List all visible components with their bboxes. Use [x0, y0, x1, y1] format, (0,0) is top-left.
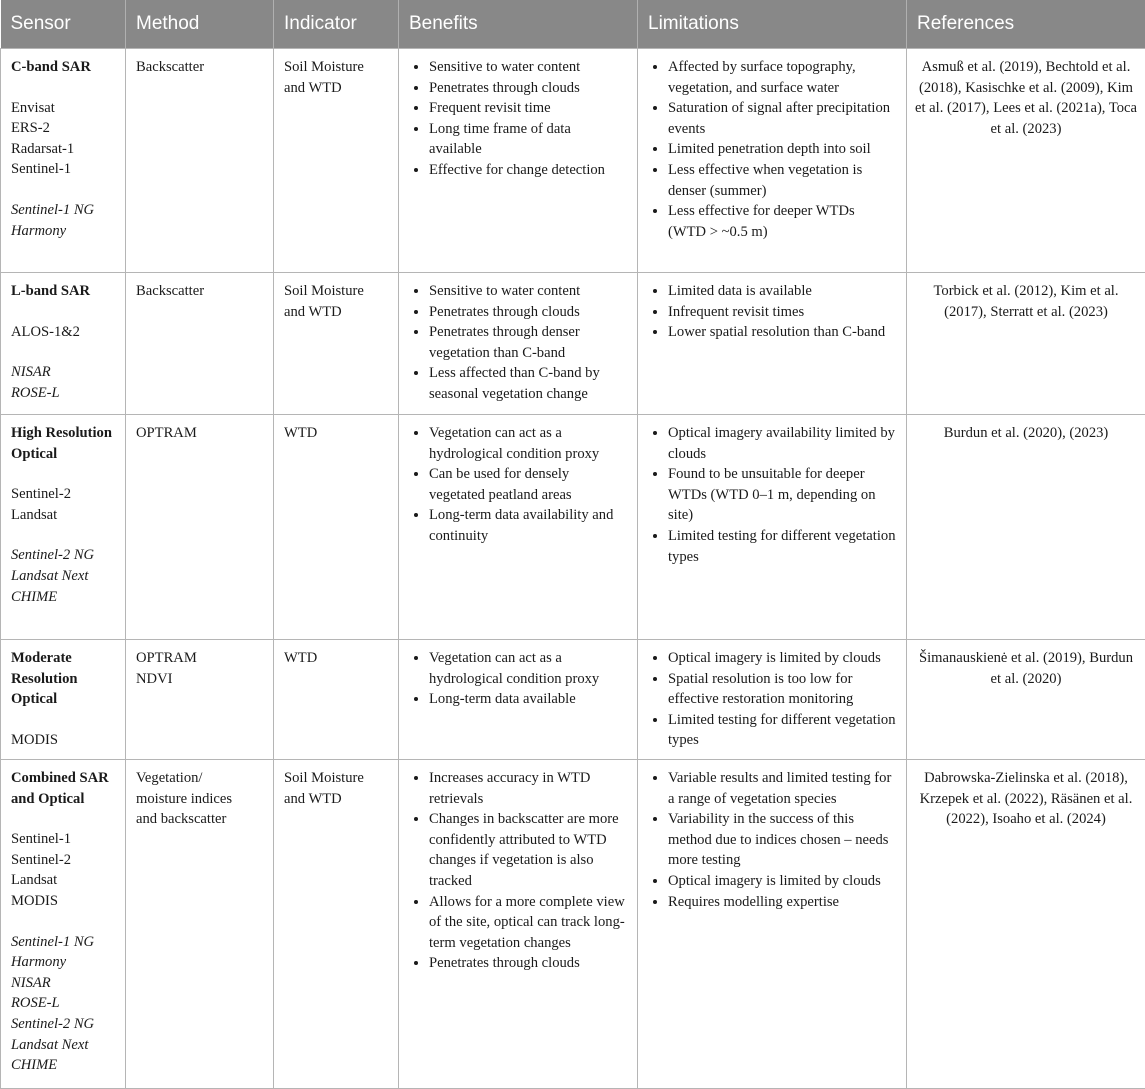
method-cell — [126, 760, 274, 1089]
method-text: NDVI — [136, 670, 173, 687]
benefit-item: • Long-term data available — [429, 689, 627, 710]
future-satellite-list — [11, 362, 115, 403]
satellite-list — [11, 730, 115, 751]
sensor-name: Combined SAR and Optical — [11, 770, 109, 807]
table-row — [1, 49, 1145, 273]
references-cell: Burdun et al. (2020), (2023) — [907, 415, 1145, 640]
benefit-item: • Less affected than C-band by seasonal vegetation change — [429, 363, 627, 404]
header-row — [1, 0, 1145, 49]
header-sensor: Sensor — [1, 0, 126, 49]
limitations-list — [648, 281, 896, 343]
header-method: Method — [126, 0, 274, 49]
header-benefits: Benefits — [399, 0, 638, 49]
benefit-item: • Penetrates through clouds — [429, 953, 627, 974]
limitation-item: • Limited testing for different vegetation types — [668, 526, 896, 567]
satellite-name: Radarsat-1 — [11, 140, 75, 157]
header-indicator: Indicator — [274, 0, 399, 49]
future-satellite-name: CHIME — [11, 588, 58, 605]
method-cell — [126, 415, 274, 640]
limitation-item: • Optical imagery availability limited by clouds — [668, 423, 896, 464]
limitations-list — [648, 768, 896, 912]
indicator-cell — [274, 760, 399, 1089]
satellite-list — [11, 322, 115, 343]
sensor-cell — [1, 49, 126, 273]
limitation-item: • Requires modelling expertise — [668, 892, 896, 913]
header-references: References — [907, 0, 1145, 49]
header-limitations: Limitations — [638, 0, 907, 49]
indicator-text: and WTD — [284, 79, 342, 96]
satellite-name: ALOS-1&2 — [11, 323, 80, 340]
future-satellite-name: Sentinel-2 NG — [11, 1015, 95, 1032]
future-satellite-list — [11, 200, 115, 241]
benefit-item: • Effective for change detection — [429, 160, 627, 181]
method-text: Vegetation/ — [136, 770, 203, 786]
future-satellite-name: Sentinel-1 NG — [11, 201, 95, 218]
sensor-cell — [1, 640, 126, 760]
indicator-text: WTD — [284, 425, 318, 441]
satellite-name: MODIS — [11, 731, 59, 748]
indicator-text: Soil Moisture — [284, 770, 364, 786]
indicator-cell — [274, 415, 399, 640]
table-row — [1, 760, 1145, 1089]
benefits-cell — [399, 273, 638, 415]
limitation-item: • Found to be unsuitable for deeper WTDs (WTD 0–1 m, depending on site) — [668, 464, 896, 526]
indicator-text: and WTD — [284, 790, 342, 807]
references-cell: Dabrowska-Zielinska et al. (2018), Krzepek et al. (2022), Räsänen et al. (2022), Isoaho et al. (2024) — [907, 760, 1145, 1089]
limitation-item: • Variability in the success of this method due to indices chosen – needs more testing — [668, 809, 896, 871]
indicator-text: Soil Moisture — [284, 59, 364, 75]
benefit-item: • Long time frame of data available — [429, 119, 627, 160]
benefit-item: • Sensitive to water content — [429, 57, 627, 78]
benefit-item: • Penetrates through clouds — [429, 78, 627, 99]
table-row — [1, 273, 1145, 415]
sensor-name: High Resolution Optical — [11, 425, 112, 462]
limitations-cell — [638, 760, 907, 1089]
limitation-item: • Limited penetration depth into soil — [668, 139, 896, 160]
limitation-item: • Limited data is available — [668, 281, 896, 302]
benefits-cell — [399, 760, 638, 1089]
sensor-cell — [1, 273, 126, 415]
limitation-item: • Variable results and limited testing for a range of vegetation species — [668, 768, 896, 809]
sensor-cell — [1, 415, 126, 640]
benefit-item: • Penetrates through clouds — [429, 302, 627, 323]
future-satellite-list — [11, 932, 115, 1076]
satellite-list — [11, 829, 115, 911]
limitation-item: • Spatial resolution is too low for effective restoration monitoring — [668, 669, 896, 710]
future-satellite-name: NISAR — [11, 364, 51, 381]
limitation-item: • Saturation of signal after precipitation events — [668, 98, 896, 139]
benefits-cell — [399, 49, 638, 273]
satellite-list — [11, 98, 115, 180]
limitation-item: • Optical imagery is limited by clouds — [668, 648, 896, 669]
satellite-name: ERS-2 — [11, 120, 50, 137]
future-satellite-name: CHIME — [11, 1057, 58, 1074]
method-cell — [126, 49, 274, 273]
satellite-name: MODIS — [11, 892, 59, 909]
indicator-cell — [274, 273, 399, 415]
limitation-item: • Limited testing for different vegetation types — [668, 710, 896, 751]
method-text: Backscatter — [136, 283, 205, 299]
satellite-name: Landsat — [11, 872, 58, 889]
method-cell — [126, 640, 274, 760]
limitations-cell — [638, 640, 907, 760]
future-satellite-name: NISAR — [11, 974, 51, 991]
indicator-cell — [274, 640, 399, 760]
satellite-name: Sentinel-2 — [11, 851, 71, 868]
benefit-item: • Changes in backscatter are more confidently attributed to WTD changes if vegetation is also tracked — [429, 809, 627, 891]
benefit-item: • Vegetation can act as a hydrological condition proxy — [429, 423, 627, 464]
method-cell — [126, 273, 274, 415]
benefit-item: • Long-term data availability and continuity — [429, 505, 627, 546]
future-satellite-name: ROSE-L — [11, 384, 60, 401]
method-text: OPTRAM — [136, 425, 197, 441]
sensor-name: C-band SAR — [11, 59, 91, 75]
indicator-text: Soil Moisture — [284, 283, 364, 299]
sensor-name: Moderate Resolution Optical — [11, 650, 78, 708]
references-cell: Torbick et al. (2012), Kim et al. (2017), Sterratt et al. (2023) — [907, 273, 1145, 415]
limitation-item: • Optical imagery is limited by clouds — [668, 871, 896, 892]
limitations-cell — [638, 415, 907, 640]
benefit-item: • Increases accuracy in WTD retrievals — [429, 768, 627, 809]
future-satellite-name: Sentinel-2 NG — [11, 547, 95, 564]
future-satellite-list — [11, 545, 115, 607]
future-satellite-name: Harmony — [11, 222, 67, 239]
limitation-item: • Less effective for deeper WTDs (WTD > ~0.5 m) — [668, 201, 896, 242]
benefit-item: • Frequent revisit time — [429, 98, 627, 119]
satellite-name: Sentinel-2 — [11, 486, 71, 503]
satellite-name: Sentinel-1 — [11, 831, 71, 848]
future-satellite-name: Landsat Next — [11, 1036, 89, 1053]
satellite-name: Sentinel-1 — [11, 161, 71, 178]
limitations-list — [648, 423, 896, 567]
references-cell: Asmuß et al. (2019), Bechtold et al. (2018), Kasischke et al. (2009), Kim et al. (2017), Lees et al. (2021a), Toca et al. (2023) — [907, 49, 1145, 273]
indicator-cell — [274, 49, 399, 273]
sensor-name: L-band SAR — [11, 283, 91, 299]
table-body — [1, 49, 1145, 1089]
benefit-item: • Penetrates through denser vegetation than C-band — [429, 322, 627, 363]
benefit-item: • Sensitive to water content — [429, 281, 627, 302]
benefits-list — [409, 648, 627, 710]
satellite-list — [11, 484, 115, 525]
indicator-text: and WTD — [284, 303, 342, 320]
limitation-item: • Less effective when vegetation is denser (summer) — [668, 160, 896, 201]
benefits-cell — [399, 640, 638, 760]
satellite-name: Envisat — [11, 99, 55, 116]
table-row — [1, 640, 1145, 760]
method-text: OPTRAM — [136, 650, 197, 666]
limitations-list — [648, 648, 896, 751]
limitations-list — [648, 57, 896, 242]
benefit-item: • Allows for a more complete view of the site, optical can track long-term vegetation changes — [429, 892, 627, 954]
future-satellite-name: ROSE-L — [11, 995, 60, 1012]
benefits-list — [409, 768, 627, 974]
references-cell: Šimanauskienė et al. (2019), Burdun et al. (2020) — [907, 640, 1145, 760]
satellite-name: Landsat — [11, 506, 58, 523]
indicator-text: WTD — [284, 650, 318, 666]
sensor-cell — [1, 760, 126, 1089]
limitation-item: • Infrequent revisit times — [668, 302, 896, 323]
method-text: moisture indices — [136, 790, 233, 807]
limitation-item: • Affected by surface topography, vegetation, and surface water — [668, 57, 896, 98]
limitation-item: • Lower spatial resolution than C-band — [668, 322, 896, 343]
benefits-list — [409, 57, 627, 181]
benefits-list — [409, 281, 627, 405]
future-satellite-name: Harmony — [11, 954, 67, 971]
benefit-item: • Can be used for densely vegetated peatland areas — [429, 464, 627, 505]
method-text: Backscatter — [136, 59, 205, 75]
benefits-list — [409, 423, 627, 547]
benefits-cell — [399, 415, 638, 640]
future-satellite-name: Landsat Next — [11, 567, 89, 584]
future-satellite-name: Sentinel-1 NG — [11, 933, 95, 950]
method-text: and backscatter — [136, 811, 227, 828]
limitations-cell — [638, 49, 907, 273]
limitations-cell — [638, 273, 907, 415]
table-row — [1, 415, 1145, 640]
benefit-item: • Vegetation can act as a hydrological condition proxy — [429, 648, 627, 689]
